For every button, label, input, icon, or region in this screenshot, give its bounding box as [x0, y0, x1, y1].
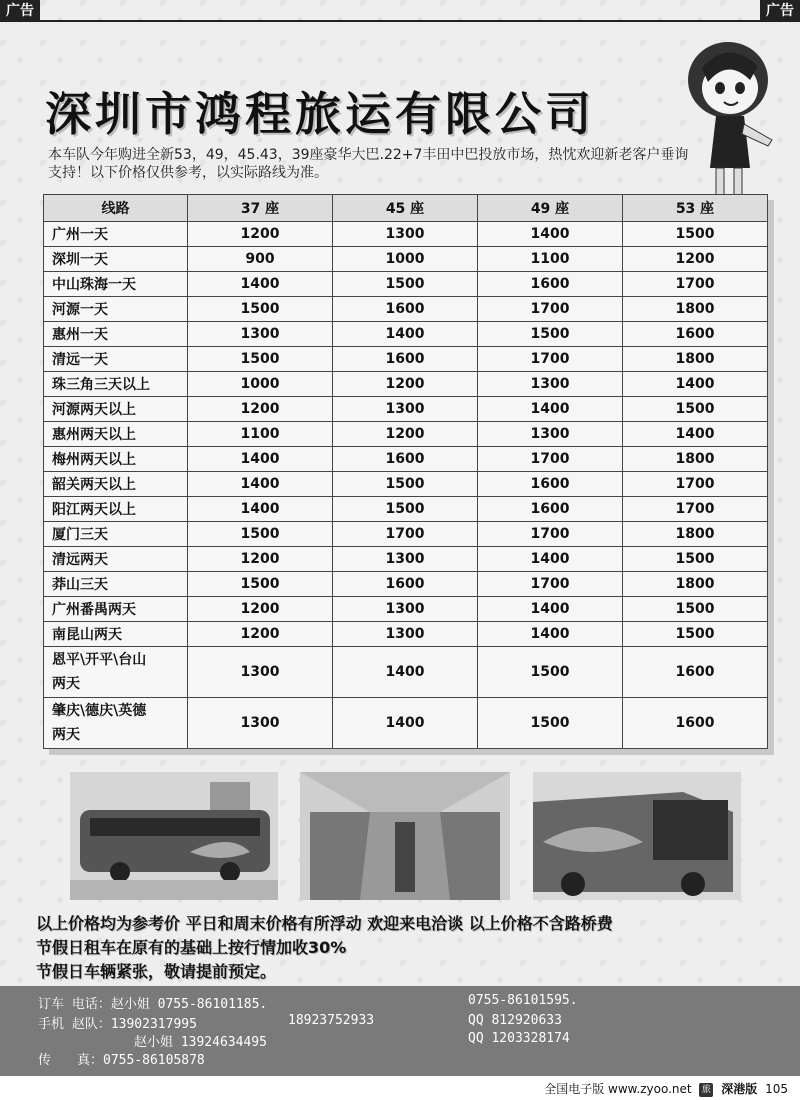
- route-cell: [44, 647, 188, 698]
- qq-2: QQ 1203328174: [468, 1031, 570, 1046]
- holiday-surcharge-note: 节假日租车在原有的基础上按行情加收30%: [36, 938, 347, 957]
- price-49: 1100: [478, 247, 623, 272]
- price-53: 1800: [623, 447, 768, 472]
- price-49: 1500: [478, 322, 623, 347]
- price-53: 1700: [623, 497, 768, 522]
- price-45: 1700: [333, 522, 478, 547]
- price-49: 1700: [478, 572, 623, 597]
- price-37: 1400: [188, 447, 333, 472]
- route-line-2: 两天: [52, 727, 80, 743]
- price-45: 1500: [333, 497, 478, 522]
- price-37: 1500: [188, 297, 333, 322]
- price-53: 1500: [623, 397, 768, 422]
- price-53: 1800: [623, 522, 768, 547]
- route-line-1: 恩平\开平\台山: [52, 652, 147, 668]
- table-row: [44, 247, 768, 272]
- footer-site: 全国电子版 www.zyoo.net: [544, 1082, 692, 1096]
- price-45: 1600: [333, 297, 478, 322]
- ad-label-right: 广告: [760, 0, 800, 22]
- price-49: 1700: [478, 522, 623, 547]
- price-37: 900: [188, 247, 333, 272]
- price-37: 1200: [188, 397, 333, 422]
- route-cell: 广州一天: [44, 222, 188, 247]
- price-37: 1400: [188, 497, 333, 522]
- route-cell: 韶关两天以上: [44, 472, 188, 497]
- price-53: 1700: [623, 472, 768, 497]
- price-37: 1200: [188, 222, 333, 247]
- price-45: 1400: [333, 322, 478, 347]
- header-53-seat: 53 座: [623, 195, 768, 222]
- bus-exterior-photo: [70, 772, 278, 900]
- price-45: 1600: [333, 347, 478, 372]
- route-line-1: 肇庆\德庆\英德: [52, 703, 147, 719]
- booking-phone: 订车 电话：赵小姐 0755-86101185.: [38, 997, 268, 1012]
- table-row: [44, 422, 768, 447]
- table-row: [44, 547, 768, 572]
- price-37: 1300: [188, 647, 333, 698]
- price-49: 1500: [478, 647, 623, 698]
- price-note: 以上价格均为参考价 平日和周末价格有所浮动 欢迎来电洽谈 以上价格不含路桥费: [36, 914, 613, 933]
- header-49-seat: 49 座: [478, 195, 623, 222]
- table-row: [44, 647, 768, 698]
- price-45: 1500: [333, 472, 478, 497]
- ad-label-left: 广告: [0, 0, 40, 22]
- route-cell: 清远一天: [44, 347, 188, 372]
- top-divider: [0, 20, 800, 22]
- price-53: 1400: [623, 372, 768, 397]
- price-53: 1600: [623, 647, 768, 698]
- price-45: 1300: [333, 597, 478, 622]
- footer: [540, 1080, 788, 1097]
- table-row: [44, 272, 768, 297]
- price-45: 1400: [333, 698, 478, 749]
- bus-interior-photo: [300, 772, 510, 900]
- price-45: 1600: [333, 447, 478, 472]
- table-row: [44, 597, 768, 622]
- price-49: 1400: [478, 547, 623, 572]
- price-53: 1600: [623, 322, 768, 347]
- table-row: [44, 698, 768, 749]
- price-49: 1400: [478, 222, 623, 247]
- price-37: 1400: [188, 472, 333, 497]
- route-cell: 南昆山两天: [44, 622, 188, 647]
- table-row: [44, 497, 768, 522]
- table-row: [44, 297, 768, 322]
- price-37: 1500: [188, 572, 333, 597]
- route-cell: [44, 698, 188, 749]
- price-53: 1500: [623, 547, 768, 572]
- mobile-phone: 手机 赵队：13902317995: [38, 1017, 197, 1032]
- price-49: 1700: [478, 297, 623, 322]
- price-45: 1300: [333, 222, 478, 247]
- route-cell: 惠州两天以上: [44, 422, 188, 447]
- header-45-seat: 45 座: [333, 195, 478, 222]
- price-49: 1700: [478, 347, 623, 372]
- route-cell: 厦门三天: [44, 522, 188, 547]
- route-cell: 广州番禺两天: [44, 597, 188, 622]
- price-37: 1500: [188, 522, 333, 547]
- price-37: 1500: [188, 347, 333, 372]
- page-number: 105: [765, 1082, 788, 1096]
- price-45: 1300: [333, 547, 478, 572]
- footer-edition: 深港版: [721, 1082, 758, 1096]
- route-cell: 珠三角三天以上: [44, 372, 188, 397]
- table-row: [44, 572, 768, 597]
- table-header-row: [44, 195, 768, 222]
- price-45: 1300: [333, 622, 478, 647]
- route-cell: 深圳一天: [44, 247, 188, 272]
- price-49: 1400: [478, 597, 623, 622]
- holiday-booking-note: 节假日车辆紧张，敬请提前预定。: [36, 962, 277, 981]
- table-row: [44, 222, 768, 247]
- route-cell: 中山珠海一天: [44, 272, 188, 297]
- company-title: 深圳市鸿程旅运有限公司: [45, 87, 595, 141]
- price-45: 1500: [333, 272, 478, 297]
- price-45: 1300: [333, 397, 478, 422]
- route-cell: 阳江两天以上: [44, 497, 188, 522]
- price-49: 1400: [478, 397, 623, 422]
- table-row: [44, 322, 768, 347]
- price-53: 1700: [623, 272, 768, 297]
- route-cell: 清远两天: [44, 547, 188, 572]
- price-49: 1300: [478, 372, 623, 397]
- price-37: 1300: [188, 698, 333, 749]
- table-row: [44, 447, 768, 472]
- table-row: [44, 397, 768, 422]
- price-49: 1400: [478, 622, 623, 647]
- table-row: [44, 347, 768, 372]
- mobile-phone-3: 赵小姐 13924634495: [134, 1035, 267, 1050]
- price-45: 1200: [333, 422, 478, 447]
- route-cell: 莽山三天: [44, 572, 188, 597]
- price-49: 1600: [478, 497, 623, 522]
- price-37: 1200: [188, 547, 333, 572]
- price-37: 1000: [188, 372, 333, 397]
- price-45: 1400: [333, 647, 478, 698]
- price-49: 1600: [478, 272, 623, 297]
- route-cell: 惠州一天: [44, 322, 188, 347]
- price-53: 1500: [623, 597, 768, 622]
- price-53: 1400: [623, 422, 768, 447]
- price-37: 1200: [188, 597, 333, 622]
- price-table: [43, 194, 768, 749]
- header-route: 线路: [44, 195, 188, 222]
- price-45: 1000: [333, 247, 478, 272]
- price-37: 1100: [188, 422, 333, 447]
- table-row: [44, 472, 768, 497]
- table-body: [44, 222, 768, 749]
- intro-text: 本车队今年购进全新53，49，45.43，39座豪华大巴.22+7丰田中巴投放市场，热忱欢迎新老客户垂询支持！以下价格仅供参考，以实际路线为准。: [48, 147, 689, 181]
- price-49: 1600: [478, 472, 623, 497]
- route-cell: 梅州两天以上: [44, 447, 188, 472]
- route-cell: 河源两天以上: [44, 397, 188, 422]
- price-49: 1300: [478, 422, 623, 447]
- price-53: 1200: [623, 247, 768, 272]
- route-cell: 河源一天: [44, 297, 188, 322]
- mascot-illustration: [676, 28, 780, 218]
- price-49: 1700: [478, 447, 623, 472]
- bus-front-photo: [533, 772, 741, 900]
- price-37: 1400: [188, 272, 333, 297]
- mobile-phone-2: 18923752933: [288, 1013, 375, 1028]
- price-53: 1800: [623, 572, 768, 597]
- qq-1: QQ 812920633: [468, 1013, 562, 1028]
- price-37: 1200: [188, 622, 333, 647]
- route-line-2: 两天: [52, 676, 80, 692]
- price-53: 1800: [623, 347, 768, 372]
- price-45: 1600: [333, 572, 478, 597]
- price-49: 1500: [478, 698, 623, 749]
- price-53: 1800: [623, 297, 768, 322]
- table-row: [44, 372, 768, 397]
- price-45: 1200: [333, 372, 478, 397]
- booking-phone-2: 0755-86101595.: [468, 993, 578, 1008]
- price-53: 1500: [623, 222, 768, 247]
- table-row: [44, 622, 768, 647]
- price-37: 1300: [188, 322, 333, 347]
- header-37-seat: 37 座: [188, 195, 333, 222]
- table-row: [44, 522, 768, 547]
- footer-badge-icon: 旅: [699, 1083, 713, 1097]
- price-53: 1500: [623, 622, 768, 647]
- price-53: 1600: [623, 698, 768, 749]
- fax: 传 真：0755-86105878: [38, 1053, 205, 1068]
